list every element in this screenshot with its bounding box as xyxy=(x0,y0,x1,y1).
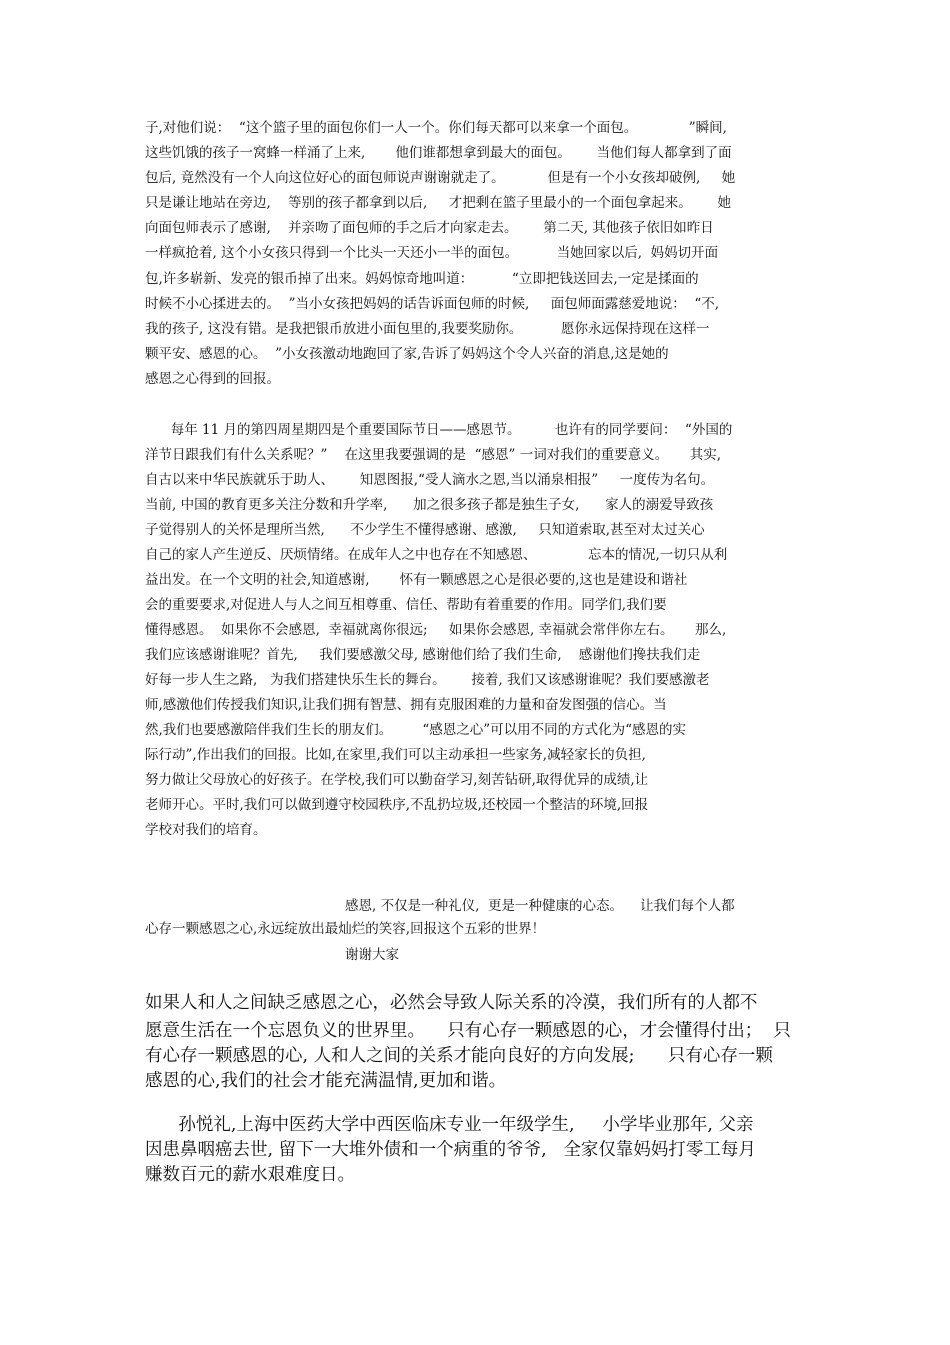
text-line: 洋节日跟我们有什么关系呢？” 在这里我要强调的是 “感恩” 一词对我们的重要意义。 其实, xyxy=(145,447,721,463)
text-line: 赚数百元的薪水艰难度日。 xyxy=(145,1165,355,1185)
thanks-line: 谢谢大家 xyxy=(345,947,399,963)
text-line: 我的孩子, 这没有错。是我把银币放进小面包里的,我要奖励你。 愿你永远保持现在这样一 xyxy=(145,321,710,337)
text-line: 如果人和人之间缺乏感恩之心，必然会导致人际关系的冷漠，我们所有的人都不 xyxy=(145,993,758,1013)
text-line: 每年 11 月的第四周星期四是个重要国际节日——感恩节。 也许有的同学要问： “外国的 xyxy=(145,422,733,438)
text-line: 只是谦让地站在旁边, 等别的孩子都拿到以后, 才把剩在篮子里最小的一个面包拿起来。 她 xyxy=(145,195,731,211)
text-line: 感恩之心得到的回报。 xyxy=(145,371,280,387)
text-line: 向面包师表示了感谢, 并亲吻了面包师的手之后才向家走去。 第二天, 其他孩子依旧如昨日 xyxy=(145,220,714,236)
text-line: 子觉得别人的关怀是理所当然, 不少学生不懂得感谢、感激, 只知道索取,甚至对太过关心 xyxy=(145,522,705,538)
text-line: 包,许多崭新、发亮的银币掉了出来。妈妈惊奇地叫道： “立即把钱送回去,一定是揉面的 xyxy=(145,271,699,287)
text-line: 时候不小心揉进去的。 ”当小女孩把妈妈的话告诉面包师的时候, 面包师面露慈爱地说： “不, xyxy=(145,296,720,312)
text-line: 孙悦礼,上海中医药大学中西医临床专业一年级学生, 小学毕业那年, 父亲 xyxy=(145,1115,754,1135)
text-line: 一样疯抢着, 这个小女孩只得到一个比头一天还小一半的面包。 当她回家以后, 妈妈切开面 xyxy=(145,245,719,261)
text-line: 懂得感恩。 如果你不会感恩, 幸福就离你很远; 如果你会感恩, 幸福就会常伴你左右。 那么, xyxy=(145,622,727,638)
text-line: 会的重要要求,对促进人与人之间互相尊重、信任、帮助有着重要的作用。同学们,我们要 xyxy=(145,597,667,613)
text-line: 感恩的心,我们的社会才能充满温情,更加和谐。 xyxy=(145,1071,507,1091)
text-line: 因患鼻咽癌去世, 留下一大堆外债和一个病重的爷爷, 全家仅靠妈妈打零工每月 xyxy=(145,1140,756,1160)
text-line: 努力做让父母放心的好孩子。在学校,我们可以勤奋学习,刻苦钻研,取得优异的成绩,让 xyxy=(145,772,649,788)
text-line: 老师开心。平时,我们可以做到遵守校园秩序,不乱扔垃圾,还校园一个整洁的环境,回报 xyxy=(145,797,649,813)
text-line: 这些饥饿的孩子一窝蜂一样涌了上来, 他们谁都想拿到最大的面包。 当他们每人都拿到了面 xyxy=(145,145,732,161)
text-line: 愿意生活在一个忘恩负义的世界里。 只有心存一颗感恩的心，才会懂得付出； 只 xyxy=(145,1021,791,1041)
text-line: 师,感激他们传授我们知识,让我们拥有智慧、拥有克服困难的力量和奋发图强的信心。当 xyxy=(145,697,667,713)
text-line: 自己的家人产生逆反、厌烦情绪。在成年人之中也存在不知感恩、 忘本的情况,一切只从利 xyxy=(145,547,728,563)
text-line: 当前, 中国的教育更多关注分数和升学率, 加之很多孩子都是独生子女, 家人的溺爱导致孩 xyxy=(145,497,714,513)
text-line: 好每一步人生之路, 为我们搭建快乐生长的舞台。 接着, 我们又该感谢谁呢？我们要感激老 xyxy=(145,672,710,688)
text-line: 学校对我们的培育。 xyxy=(145,822,267,838)
text-line: 颗平安、感恩的心。 ”小女孩激动地跑回了家,告诉了妈妈这个令人兴奋的消息,这是她的 xyxy=(145,346,669,362)
text-line: 益出发。在一个文明的社会,知道感谢, 怀有一颗感恩之心是很必要的,这也是建设和谐社 xyxy=(145,572,688,588)
text-line: 然,我们也要感激陪伴我们生长的朋友们。 “感恩之心”可以用不同的方式化为“感恩的实 xyxy=(145,722,687,738)
text-line: 自古以来中华民族就乐于助人、 知恩图报,“受人滴水之恩,当以涌泉相报” 一度传为名句。 xyxy=(145,472,715,488)
text-line: 际行动”,作出我们的回报。比如,在家里,我们可以主动承担一些家务,减轻家长的负担, xyxy=(145,747,646,763)
text-line: 子,对他们说： “这个篮子里的面包你们一人一个。你们每天都可以来拿一个面包。 ”瞬间, xyxy=(145,120,727,136)
text-line: 有心存一颗感恩的心, 人和人之间的关系才能向良好的方向发展; 只有心存一颗 xyxy=(145,1046,773,1066)
text-line: 我们应该感谢谁呢？首先, 我们要感激父母, 感谢他们给了我们生命, 感谢他们搀扶我们走 xyxy=(145,647,701,663)
text-line: 包后, 竟然没有一个人向这位好心的面包师说声谢谢就走了。 但是有一个小女孩却破例, 她 xyxy=(145,170,736,186)
closing-line: 感恩, 不仅是一种礼仪, 更是一种健康的心态。 让我们每个人都 xyxy=(345,898,735,914)
closing-line: 心存一颗感恩之心,永远绽放出最灿烂的笑容,回报这个五彩的世界！ xyxy=(145,921,546,937)
